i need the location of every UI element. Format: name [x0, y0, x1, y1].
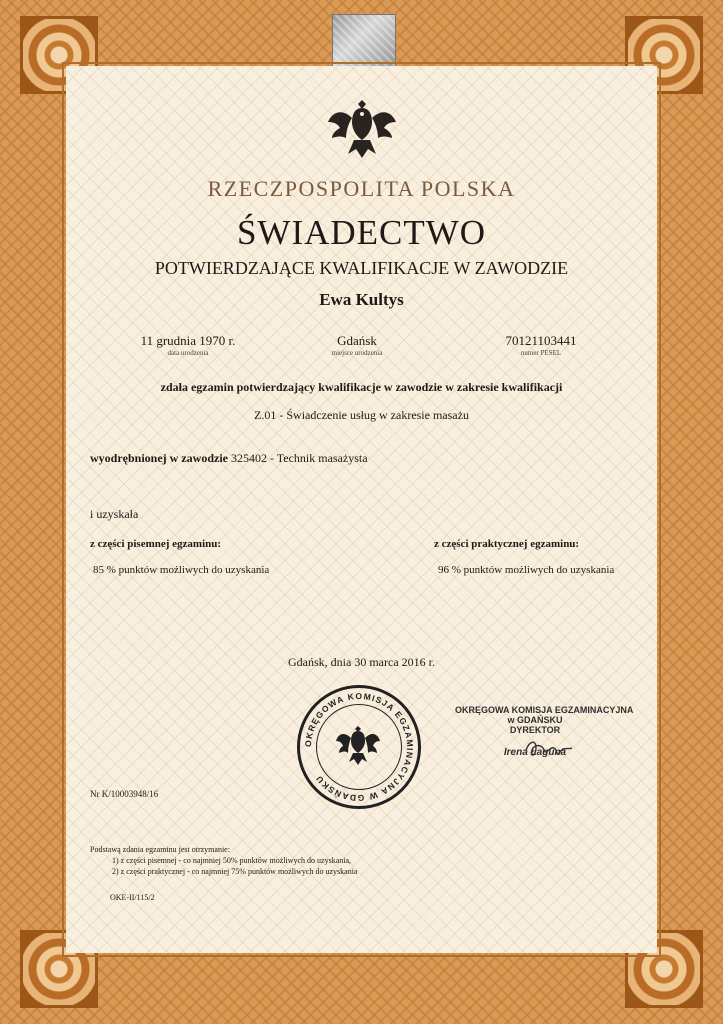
- certificate-number: Nr K/10003948/16: [90, 789, 159, 799]
- profession-value: 325402 - Technik masażysta: [231, 451, 368, 465]
- profession-line: [90, 451, 368, 466]
- state-name: RZECZPOSPOLITA POLSKA: [207, 176, 516, 201]
- signature-mark: [522, 736, 576, 764]
- obtained-label: i uzyskała: [90, 507, 139, 521]
- director-name: Irena Łaguna: [503, 747, 567, 758]
- footer-rule-1: 1) z części pisemnej - co najmniej 50% punktów możliwych do uzyskania,: [112, 856, 352, 865]
- pesel-block: [486, 333, 596, 357]
- birth-place-caption: miejsce urodzenia: [331, 349, 383, 357]
- seal-text: OKRĘGOWA KOMISJA EGZAMINACYJNA W GDAŃSKU: [302, 690, 416, 804]
- practical-part-result: 96 % punktów możliwych do uzyskania: [438, 564, 615, 576]
- birth-date-caption: data urodzenia: [167, 349, 209, 357]
- practical-part-label: z części praktycznej egzaminu:: [434, 538, 580, 550]
- qualification-name: Z.01 - Świadczenie usług w zakresie masażu: [254, 408, 469, 422]
- director-stamp-line3: DYREKTOR: [509, 725, 561, 735]
- birth-place: Gdańsk: [337, 333, 377, 348]
- birth-date: 11 grudnia 1970 r.: [140, 333, 236, 348]
- written-part-result: 85 % punktów możliwych do uzyskania: [93, 564, 270, 576]
- director-stamp-line2: w GDAŃSKU: [507, 715, 563, 725]
- written-part-label: z części pisemnej egzaminu:: [90, 538, 222, 550]
- footer-basis: Podstawą zdania egzaminu jest otrzymanie:: [90, 845, 230, 854]
- director-stamp-line1: OKRĘGOWA KOMISJA EGZAMINACYJNA: [455, 705, 634, 715]
- pesel-caption: numer PESEL: [520, 349, 562, 357]
- issue-place-date: Gdańsk, dnia 30 marca 2016 r.: [288, 655, 435, 669]
- document-title: ŚWIADECTWO: [236, 213, 487, 252]
- profession-label: wyodrębnionej w zawodzie: [90, 451, 228, 465]
- pesel-number: 70121103441: [505, 333, 577, 348]
- official-round-seal: [297, 685, 421, 809]
- form-code: OKE-II/115/2: [110, 893, 155, 902]
- birth-date-block: [128, 333, 248, 357]
- footer-rule-2: 2) z części praktycznej - co najmniej 75% punktów możliwych do uzyskania: [112, 867, 358, 876]
- seal-eagle-icon: [334, 722, 382, 772]
- document-subtitle: POTWIERDZAJĄCE KWALIFIKACJE W ZAWODZIE: [154, 258, 569, 278]
- exam-statement: zdała egzamin potwierdzający kwalifikacje w zawodzie w zakresie kwalifikacji: [160, 380, 563, 394]
- birth-place-block: [302, 333, 412, 357]
- eagle-emblem-icon: [324, 94, 400, 168]
- holder-name: Ewa Kultys: [319, 290, 404, 309]
